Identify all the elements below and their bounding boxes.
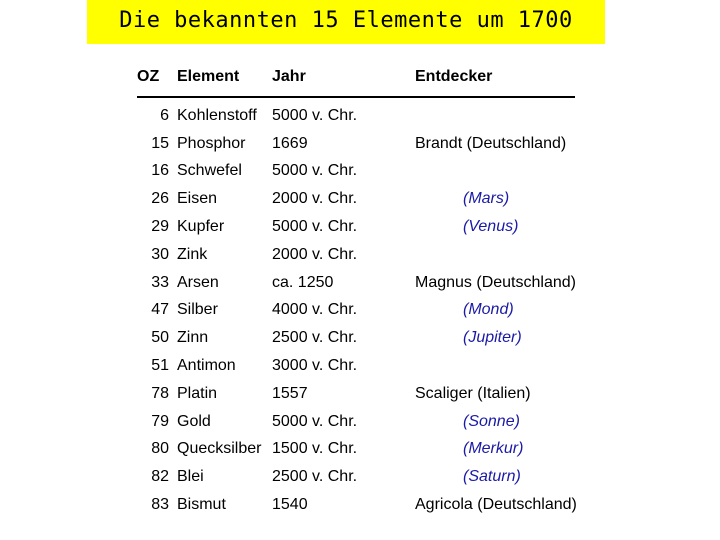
cell-oz: 51 bbox=[151, 357, 169, 375]
cell-element: Arsen bbox=[177, 273, 219, 291]
table-row bbox=[130, 463, 590, 491]
cell-year: 2000 v. Chr. bbox=[272, 245, 358, 263]
header-oz: OZ bbox=[137, 68, 160, 85]
cell-element: Gold bbox=[177, 412, 211, 430]
page-title: Die bekannten 15 Elemente um 1700 bbox=[119, 7, 573, 33]
cell-discoverer: (Merkur) bbox=[463, 440, 524, 458]
cell-discoverer: (Mars) bbox=[463, 190, 510, 208]
cell-year: ca. 1250 bbox=[272, 273, 334, 291]
cell-oz: 47 bbox=[151, 301, 169, 319]
header-discoverer: Entdecker bbox=[415, 68, 493, 85]
cell-element: Bismut bbox=[177, 496, 226, 514]
cell-element: Kupfer bbox=[177, 218, 225, 236]
cell-year: 1557 bbox=[272, 384, 308, 402]
cell-year: 5000 v. Chr. bbox=[272, 412, 358, 430]
cell-year: 2500 v. Chr. bbox=[272, 329, 358, 347]
cell-oz: 30 bbox=[151, 245, 169, 263]
cell-element: Quecksilber bbox=[177, 440, 262, 458]
table-row bbox=[130, 436, 590, 464]
table-row bbox=[130, 269, 590, 297]
cell-year: 3000 v. Chr. bbox=[272, 357, 358, 375]
cell-discoverer: Scaliger (Italien) bbox=[415, 384, 531, 402]
elements-table bbox=[130, 62, 590, 514]
cell-oz: 29 bbox=[151, 218, 169, 236]
table-row bbox=[130, 380, 590, 408]
cell-oz: 15 bbox=[151, 134, 169, 152]
cell-element: Zink bbox=[177, 245, 208, 263]
table-row bbox=[130, 241, 590, 269]
table-row bbox=[130, 352, 590, 380]
cell-oz: 33 bbox=[151, 273, 169, 291]
header-year: Jahr bbox=[272, 68, 306, 85]
cell-discoverer: (Jupiter) bbox=[463, 329, 522, 347]
cell-discoverer: (Venus) bbox=[463, 218, 519, 236]
cell-oz: 16 bbox=[151, 162, 169, 180]
cell-oz: 26 bbox=[151, 190, 169, 208]
cell-element: Platin bbox=[177, 384, 218, 402]
cell-element: Zinn bbox=[177, 329, 209, 347]
cell-year: 5000 v. Chr. bbox=[272, 162, 358, 180]
cell-oz: 6 bbox=[160, 106, 169, 124]
cell-year: 2500 v. Chr. bbox=[272, 468, 358, 486]
cell-discoverer: (Sonne) bbox=[463, 412, 520, 430]
table-row bbox=[130, 130, 590, 158]
cell-element: Blei bbox=[177, 468, 204, 486]
cell-discoverer: Magnus (Deutschland) bbox=[415, 273, 576, 291]
cell-element: Silber bbox=[177, 301, 218, 319]
cell-year: 5000 v. Chr. bbox=[272, 218, 358, 236]
cell-year: 4000 v. Chr. bbox=[272, 301, 358, 319]
table-row bbox=[130, 408, 590, 436]
cell-element: Schwefel bbox=[177, 162, 242, 180]
cell-discoverer: Brandt (Deutschland) bbox=[415, 134, 567, 152]
table-row bbox=[130, 297, 590, 325]
header-element: Element bbox=[177, 68, 240, 85]
table-row bbox=[130, 158, 590, 186]
title-banner bbox=[87, 0, 605, 44]
cell-element: Kohlenstoff bbox=[177, 106, 257, 124]
cell-discoverer: Agricola (Deutschland) bbox=[415, 496, 577, 514]
cell-discoverer: (Saturn) bbox=[463, 468, 521, 486]
cell-element: Phosphor bbox=[177, 134, 246, 152]
table-body bbox=[130, 102, 590, 519]
cell-oz: 83 bbox=[151, 496, 169, 514]
table-header bbox=[130, 62, 590, 92]
cell-year: 5000 v. Chr. bbox=[272, 106, 358, 124]
table-row bbox=[130, 213, 590, 241]
cell-oz: 82 bbox=[151, 468, 169, 486]
table-row bbox=[130, 324, 590, 352]
cell-year: 2000 v. Chr. bbox=[272, 190, 358, 208]
cell-oz: 50 bbox=[151, 329, 169, 347]
cell-element: Antimon bbox=[177, 357, 236, 375]
table-row bbox=[130, 185, 590, 213]
cell-year: 1540 bbox=[272, 496, 308, 514]
table-row bbox=[130, 102, 590, 130]
cell-oz: 79 bbox=[151, 412, 169, 430]
cell-year: 1669 bbox=[272, 134, 308, 152]
table-row bbox=[130, 491, 590, 519]
cell-oz: 80 bbox=[151, 440, 169, 458]
cell-year: 1500 v. Chr. bbox=[272, 440, 358, 458]
cell-discoverer: (Mond) bbox=[463, 301, 514, 319]
cell-element: Eisen bbox=[177, 190, 218, 208]
header-divider bbox=[137, 96, 575, 98]
cell-oz: 78 bbox=[151, 384, 169, 402]
